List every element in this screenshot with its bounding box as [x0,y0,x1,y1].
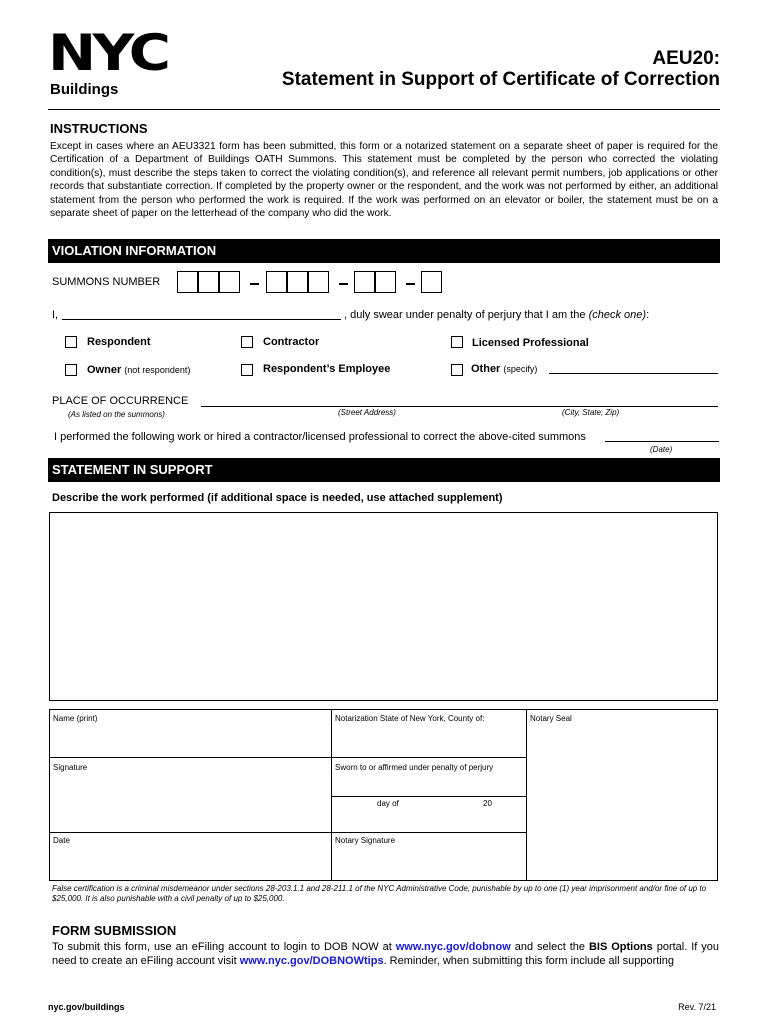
signature-label: Signature [53,763,88,772]
date-input-line[interactable] [605,441,719,442]
i-label: I, [52,309,59,321]
swear-statement: , duly swear under penalty of perjury that I am the (check one): [344,309,650,321]
work-description-box[interactable] [49,512,718,701]
form-id: AEU20: [652,48,720,69]
notarization-label: Notarization State of New York, County of: [335,714,485,723]
city-state-zip-label: (City, State, Zip) [562,408,620,417]
licensed-professional-label: Licensed Professional [472,337,589,349]
date-note: (Date) [650,445,673,454]
summons-number-field[interactable] [177,271,445,295]
year-label: 20 [483,799,492,808]
contractor-label: Contractor [263,336,320,348]
logo-subtitle: Buildings [50,81,119,98]
footer-revision: Rev. 7/21 [678,1002,716,1012]
dobnow-link[interactable]: www.nyc.gov/dobnow [395,941,511,953]
contractor-checkbox[interactable] [241,336,253,348]
employee-checkbox[interactable] [241,364,253,376]
instructions-text: Except in cases where an AEU3321 form has been submitted, this form or a notarized statement on a separate sheet of paper is required for the Certification of a Department of Buildings OATH Summons. This statement must be completed by the person who corrected the violating condition(s), must describe the steps taken to correct the violating condition(s), and reference all relevant permit numbers, job applications or other records that substantiate correction. If completed by the property owner or the respondent, and the work was not performed by either, an additional statement from the person who performed the work is required. If the work was performed on an elevator or boiler, the statement must be on a separate sheet of paper on the letterhead of the company who did the work. [50,141,718,220]
nyc-logo: NYC [48,24,168,82]
statement-section-header: STATEMENT IN SUPPORT [48,458,720,482]
owner-checkbox[interactable] [65,364,77,376]
day-of-label: day of [377,799,399,808]
form-submission-heading: FORM SUBMISSION [52,923,177,938]
place-label: PLACE OF OCCURRENCE [52,395,189,407]
summons-number-label: SUMMONS NUMBER [52,276,161,288]
name-print-label: Name (print) [53,714,98,723]
footer-site: nyc.gov/buildings [48,1002,125,1012]
street-address-label: (Street Address) [338,408,396,417]
describe-work-label: Describe the work performed (if additional space is needed, use attached supplement) [52,492,503,504]
respondent-checkbox[interactable] [65,336,77,348]
notary-signature-label: Notary Signature [335,836,396,845]
notary-seal-label: Notary Seal [530,714,572,723]
form-title: Statement in Support of Certificate of Correction [281,69,720,90]
owner-label: Owner (not respondent) [87,364,191,376]
name-input-line[interactable] [62,319,341,320]
performed-statement: I performed the following work or hired a contractor/licensed professional to correct the above-cited summons [54,431,586,443]
date-label: Date [53,836,70,845]
respondent-label: Respondent [87,336,151,348]
sworn-label: Sworn to or affirmed under penalty of perjury [335,763,494,772]
licensed-professional-checkbox[interactable] [451,336,463,348]
violation-section-header: VIOLATION INFORMATION [48,239,720,263]
instructions-heading: INSTRUCTIONS [50,121,148,136]
header-rule [48,109,720,110]
employee-label: Respondent’s Employee [263,363,391,375]
place-note: (As listed on the summons) [68,410,165,419]
dobnow-tips-link[interactable]: www.nyc.gov/DOBNOWtips [239,955,384,967]
other-checkbox[interactable] [451,364,463,376]
false-certification-note: False certification is a criminal misdemeanor under sections 28-203.1.1 and 28-211.1 of the NYC Administrative Code, punishable by up to one (1) year imprisonment and/or fine of up to $25,000. It is also punishable with a civil penalty of up to $25,000. [52,884,707,903]
submission-text: To submit this form, use an eFiling account to login to DOB NOW at www.nyc.gov/dobnow and select the BIS Options portal. If you need to create an eFiling account visit www.nyc.gov/DOBNOWtips. Reminder, when submitting this form include all supporting [52,941,719,967]
other-specify-line[interactable] [549,373,718,374]
signature-notary-table [49,709,718,881]
place-input-line[interactable] [201,406,718,407]
other-label: Other (specify) [471,363,538,375]
